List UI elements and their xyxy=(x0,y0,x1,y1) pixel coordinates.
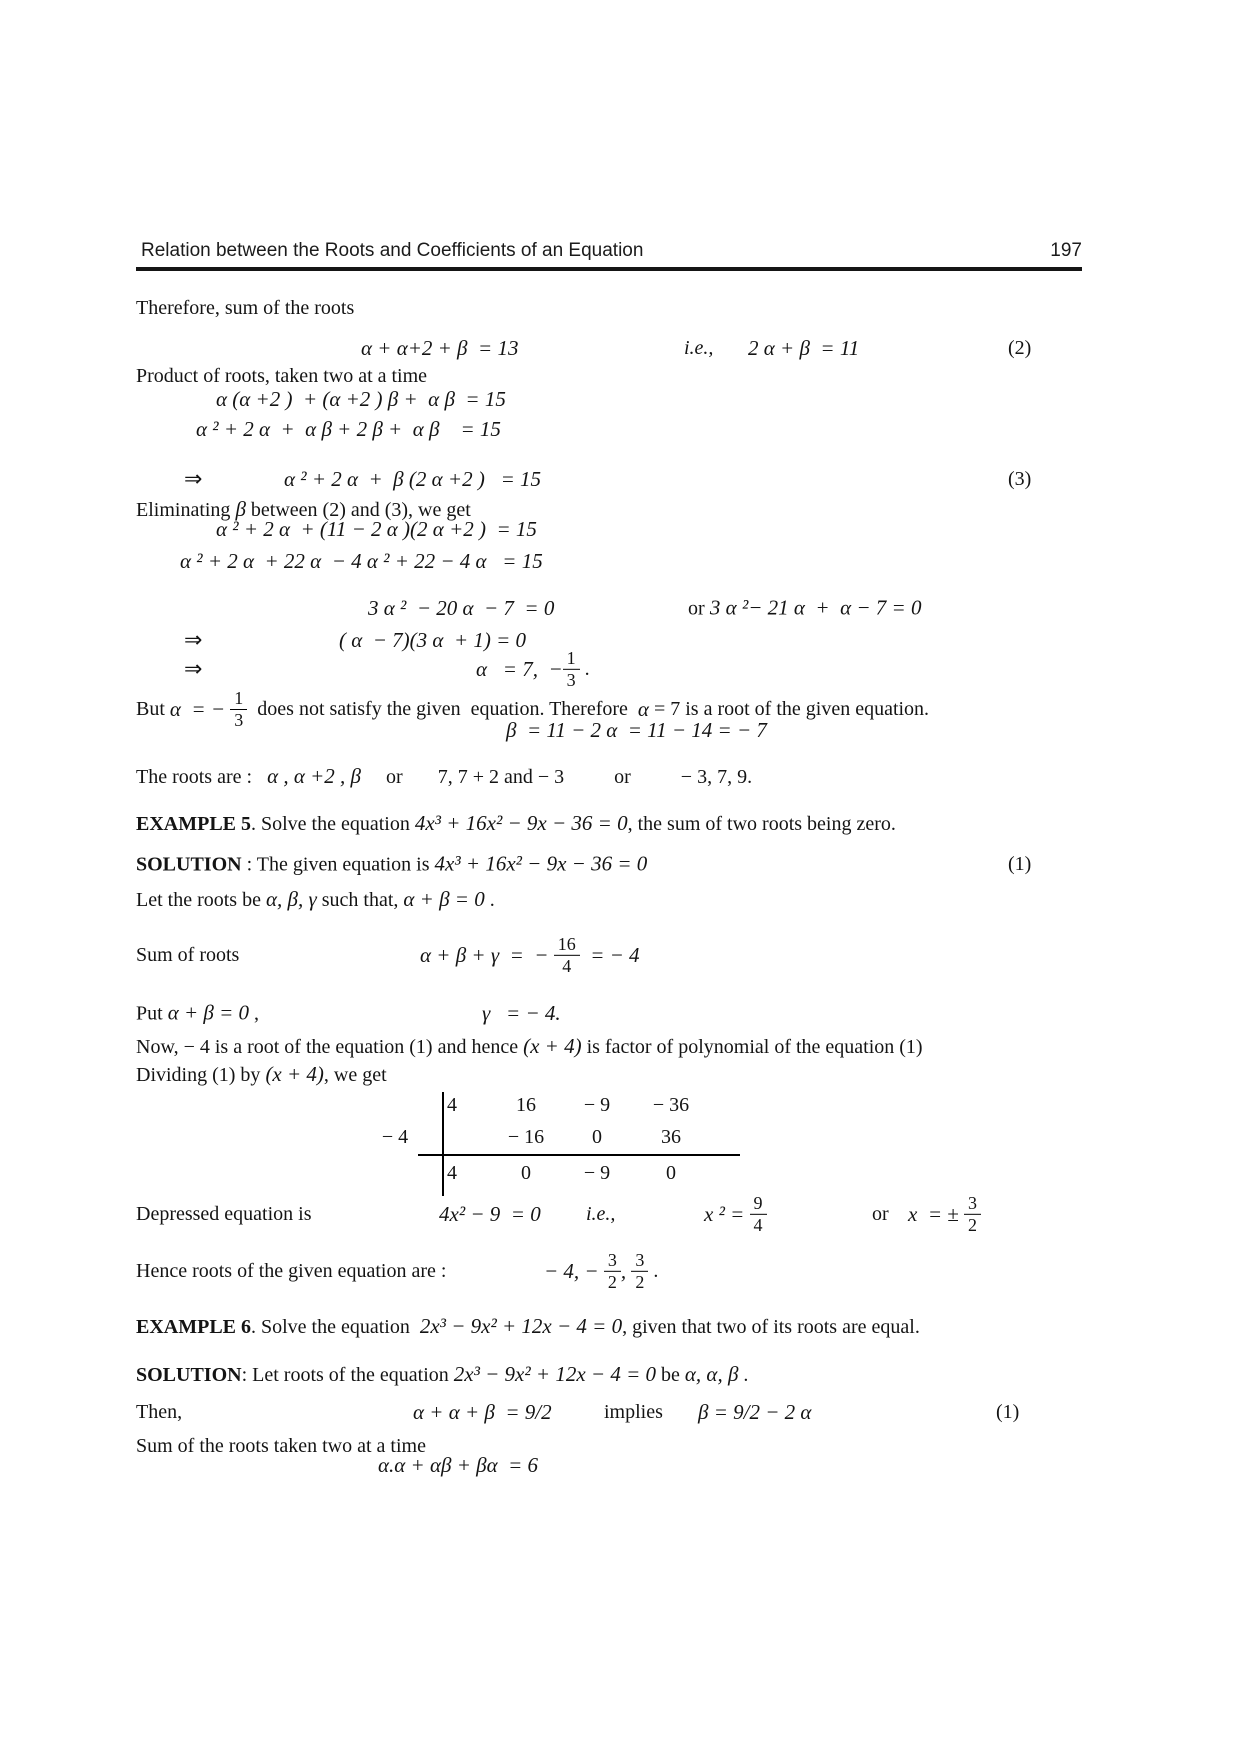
elim2-eq: α ² + 2 α + 22 α − 4 α ² + 22 − 4 α = 15 xyxy=(180,549,543,573)
line-example-6 xyxy=(136,1313,1186,1340)
alpha-vals-pre: α = 7, − xyxy=(476,657,563,681)
fraction-numerator: 1 xyxy=(230,688,247,710)
depressed-x-squared xyxy=(704,1193,767,1235)
division-cell: 4 xyxy=(447,1094,457,1116)
line-product-intro: Product of roots, taken two at a time xyxy=(136,365,428,387)
fraction-denominator: 3 xyxy=(566,669,576,690)
solution6-t3: . xyxy=(738,1364,749,1386)
put-condition: α + β = 0 xyxy=(167,1000,250,1025)
line-equation-2 xyxy=(136,333,1186,363)
fraction-three-halves xyxy=(631,1250,648,1292)
hence-roots-values xyxy=(544,1250,658,1292)
header-rule xyxy=(136,267,1082,271)
then-eqlabel: (1) xyxy=(996,1401,1020,1423)
fraction-denominator: 2 xyxy=(635,1271,645,1292)
line-solution-5 xyxy=(136,849,1186,879)
quad-or-group xyxy=(688,595,921,622)
dividing-t2: , we get xyxy=(323,1064,387,1086)
example5-t2: , the sum of two roots being zero. xyxy=(627,813,896,835)
hence-m2: , xyxy=(620,1259,632,1283)
fraction-numerator: 16 xyxy=(554,934,580,956)
line-hence-roots xyxy=(136,1243,1186,1299)
sumroots-label: Sum of roots xyxy=(136,944,240,966)
division-cell: 0 xyxy=(592,1126,602,1148)
line-solution-6 xyxy=(136,1361,1186,1388)
fraction-sixteen-fourths xyxy=(554,934,580,976)
line-sum-two-at-a-time: Sum of the roots taken two at a time xyxy=(136,1435,426,1457)
line-let-roots xyxy=(136,886,1186,913)
example6-t2: , given that two of its roots are equal. xyxy=(622,1316,920,1338)
example6-label: EXAMPLE 6 xyxy=(136,1316,251,1338)
depressed-m2: x ² = xyxy=(704,1202,750,1226)
sumroots-m1: α + β + γ = − xyxy=(420,943,554,967)
eq2-lhs: α + α+2 + β = 13 xyxy=(361,336,519,360)
implies-arrow: ⇒ xyxy=(184,466,203,491)
implies-arrow: ⇒ xyxy=(184,656,203,681)
division-divisor: − 4 xyxy=(381,1126,409,1148)
or-word: or xyxy=(564,766,681,788)
prod1-eq: α (α +2 ) + (α +2 ) β + α β = 15 xyxy=(216,387,506,411)
line-then xyxy=(136,1397,1186,1427)
fraction-numerator: 9 xyxy=(750,1193,767,1215)
solution5-eqlabel: (1) xyxy=(1008,853,1032,875)
or-word: or xyxy=(361,766,438,788)
but-mid: does not satisfy the given equation. Therefore xyxy=(247,698,638,720)
line-now-root xyxy=(136,1033,1186,1060)
quad-rhs: 3 α ²− 21 α + α − 7 = 0 xyxy=(704,595,922,620)
example5-t1: . Solve the equation xyxy=(251,813,415,835)
division-cell: − 16 xyxy=(507,1126,545,1148)
line-example-5 xyxy=(136,810,1186,837)
then-beta-eq: β = 9/2 − 2 α xyxy=(698,1400,812,1424)
division-cell: 0 xyxy=(521,1162,531,1184)
factor-eq: ( α − 7)(3 α + 1) = 0 xyxy=(339,628,527,652)
depressed-label: Depressed equation is xyxy=(136,1203,312,1225)
fraction-numerator: 3 xyxy=(631,1250,648,1272)
hence-label: Hence roots of the given equation are : xyxy=(136,1260,447,1282)
solution5-t1: : The given equation is xyxy=(241,853,435,876)
line-put-gamma xyxy=(136,998,1186,1028)
hence-m1: − 4, − xyxy=(544,1259,604,1283)
or-word: or xyxy=(688,597,705,620)
line-sum-roots-intro: Therefore, sum of the roots xyxy=(136,297,355,319)
sumroots-m2: = − 4 xyxy=(579,943,640,967)
implies-arrow: ⇒ xyxy=(184,627,203,652)
solution6-roots: α, α, β xyxy=(684,1362,739,1386)
eq2-rhs: 2 α + β = 11 xyxy=(748,336,860,360)
depressed-x-value xyxy=(908,1193,981,1235)
fraction-denominator: 4 xyxy=(753,1214,763,1235)
depressed-eq: 4x² − 9 = 0 xyxy=(439,1202,541,1226)
fraction-numerator: 3 xyxy=(604,1250,621,1272)
solution5-equation: 4x³ + 16x² − 9x − 36 = 0 xyxy=(434,851,648,876)
now-t2: is factor of polynomial of the equation (1) xyxy=(581,1036,923,1058)
roots-numeric-1: 7, 7 + 2 and − 3 xyxy=(437,766,565,788)
line-the-roots-are xyxy=(136,763,1186,790)
letroots-t3: . xyxy=(484,889,495,911)
now-factor: (x + 4) xyxy=(523,1034,582,1058)
line-quadratic xyxy=(136,593,1186,623)
beta-value-eq: β = 11 − 2 α = 11 − 14 = − 7 xyxy=(506,718,767,742)
letroots-symbols: α, β, γ xyxy=(265,887,317,911)
now-t1: Now, − 4 is a root of the equation (1) and hence xyxy=(136,1036,524,1058)
gamma-value: γ = − 4. xyxy=(482,1001,561,1025)
fraction-denominator: 2 xyxy=(607,1271,617,1292)
eq2-ie: i.e., xyxy=(684,337,714,359)
roots-numeric-2: − 3, 7, 9. xyxy=(680,766,753,788)
division-cell: − 9 xyxy=(583,1094,611,1116)
put-t2: , xyxy=(249,1002,260,1025)
or-word: or xyxy=(872,1203,889,1225)
example5-equation: 4x³ + 16x² − 9x − 36 = 0 xyxy=(414,811,628,835)
put-group xyxy=(136,1000,259,1027)
example6-t1: . Solve the equation xyxy=(251,1316,420,1338)
fraction-denominator: 2 xyxy=(968,1214,978,1235)
letroots-t1: Let the roots be xyxy=(136,889,266,911)
elim-post: between (2) and (3), we get xyxy=(245,499,471,521)
but-alpha: α xyxy=(637,697,649,721)
solution5-label: SOLUTION xyxy=(136,853,242,876)
solution6-t1: : Let roots of the equation xyxy=(241,1364,454,1386)
but-post: = 7 is a root of the given equation. xyxy=(648,698,930,720)
eq2-label: (2) xyxy=(1008,337,1032,359)
quad-lhs: 3 α ² − 20 α − 7 = 0 xyxy=(368,596,555,620)
implies-word: implies xyxy=(604,1401,663,1423)
example5-label: EXAMPLE 5 xyxy=(136,813,251,835)
solution5-group xyxy=(136,851,647,878)
fraction-one-third xyxy=(230,688,247,730)
division-cell: 16 xyxy=(516,1094,536,1116)
eq3-body: α ² + 2 α + β (2 α +2 ) = 15 xyxy=(284,467,541,491)
then-label: Then, xyxy=(136,1401,183,1423)
division-cell: − 9 xyxy=(583,1162,611,1184)
division-cell: − 36 xyxy=(652,1094,690,1116)
beta-symbol: β xyxy=(235,497,246,521)
elim-pre: Eliminating xyxy=(136,499,236,521)
solution6-label: SOLUTION xyxy=(136,1364,242,1386)
dividing-t1: Dividing (1) by xyxy=(136,1064,266,1086)
hence-m3: . xyxy=(648,1260,659,1282)
division-cell: 36 xyxy=(661,1126,681,1148)
line-dividing xyxy=(136,1061,1186,1088)
alpha-vals-post: . xyxy=(579,658,590,680)
fraction-three-halves xyxy=(604,1250,621,1292)
but-m1: α = − xyxy=(169,697,231,721)
dividing-factor: (x + 4) xyxy=(265,1062,324,1086)
line-equation-3 xyxy=(136,464,1186,494)
page-number: 197 xyxy=(1050,240,1082,261)
line-sum-of-roots xyxy=(136,928,1186,982)
sumroots-eq xyxy=(420,934,640,976)
page-header-title: Relation between the Roots and Coefficients of an Equation xyxy=(141,240,644,261)
division-cell: 0 xyxy=(666,1162,676,1184)
fraction-denominator: 4 xyxy=(562,955,572,976)
roots-symbols: α , α +2 , β xyxy=(267,764,362,788)
prod2-eq: α ² + 2 α + α β + 2 β + α β = 15 xyxy=(196,417,501,441)
fraction-numerator: 1 xyxy=(563,648,580,670)
eq3-label: (3) xyxy=(1008,468,1032,490)
but-pre: But xyxy=(136,698,170,720)
final-eq: α.α + αβ + βα = 6 xyxy=(378,1453,539,1477)
solution6-t2: be xyxy=(656,1364,685,1386)
division-cell: 4 xyxy=(447,1162,457,1184)
fraction-nine-fourths xyxy=(750,1193,767,1235)
fraction-numerator: 3 xyxy=(964,1193,981,1215)
letroots-condition: α + β = 0 xyxy=(403,887,485,911)
then-sum-eq: α + α + β = 9/2 xyxy=(413,1400,552,1424)
put-t1: Put xyxy=(136,1002,168,1025)
line-depressed-equation xyxy=(136,1186,1186,1242)
letroots-t2: such that, xyxy=(316,889,404,911)
fraction-three-halves xyxy=(964,1193,981,1235)
depressed-ie: i.e., xyxy=(586,1203,616,1225)
roots-pre: The roots are : xyxy=(136,766,268,788)
division-horizontal-rule xyxy=(418,1154,740,1156)
fraction-denominator: 3 xyxy=(234,709,244,730)
solution6-equation: 2x³ − 9x² + 12x − 4 = 0 xyxy=(453,1362,657,1386)
example6-equation: 2x³ − 9x² + 12x − 4 = 0 xyxy=(419,1314,623,1338)
depressed-m3: x = ± xyxy=(908,1202,965,1226)
elim1-eq: α ² + 2 α + (11 − 2 α )(2 α +2 ) = 15 xyxy=(216,517,537,541)
